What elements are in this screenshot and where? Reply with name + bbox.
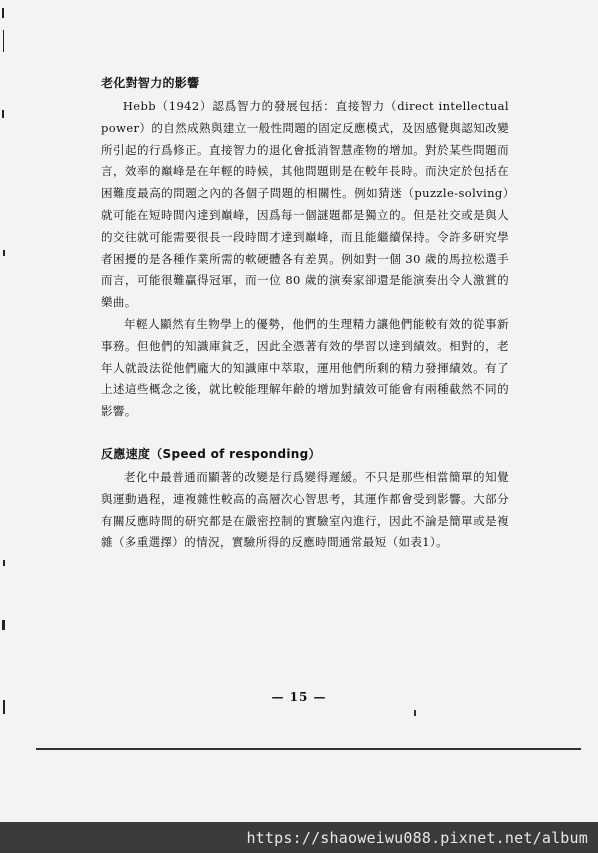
watermark-url: https://shaoweiwu088.pixnet.net/album	[246, 828, 588, 847]
section-heading: 老化對智力的影響	[101, 76, 200, 90]
scan-mark	[2, 620, 5, 630]
scan-mark	[2, 8, 4, 18]
page-number: — 15 —	[271, 690, 327, 704]
scan-mark	[3, 30, 4, 52]
document-body	[101, 74, 509, 554]
watermark-bar	[0, 822, 598, 853]
section-aging-intelligence	[101, 74, 509, 423]
scan-mark	[3, 250, 5, 256]
paragraph: 老化中最普通而顯著的改變是行爲變得遲緩。不只是那些相當簡單的知覺與運動過程，連複雜性較高的高層次心智思考，其運作都會受到影響。大部分有關反應時間的研究都是在嚴密控制的實驗室內進行，因此不論是簡單或是複雜（多重選擇）的情況，實驗所得的反應時間通常最短（如表1）。	[101, 469, 509, 550]
scan-mark	[414, 710, 416, 716]
page-left-edge	[0, 0, 6, 760]
paragraph: Hebb（1942）認爲智力的發展包括：直接智力（direct intellectual power）的自然成熟與建立一般性問題的固定反應模式，及因感覺與認知改變所引起的行爲修正。直接智力的退化會抵消智慧產物的增加。對於某些問題而言，效率的巔峰是在年輕的時候，其他問題則是在較年長時。而決定於包括在困難度最高的問題之內的各個子問題的相關性。例如猜迷（puzzle-solving）就可能在短時間內達到巔峰，因爲每一個謎題都是獨立的。但是社交或是與人的交往就可能需要很長一段時間才達到巔峰，而且能繼續保持。令許多研究學者困擾的是各種作業所需的軟硬體各有差異。例如對一個 30 歲的馬拉松選手而言，可能很難贏得冠軍，而一位 80 歲的演奏家卻還是能演奏出令人激賞的樂曲。	[101, 99, 509, 310]
section-speed-of-responding	[101, 445, 509, 554]
paragraph: 年輕人顯然有生物學上的優勢，他們的生理精力讓他們能較有效的從事新事務。但他們的知識庫貧乏，因此全憑著有效的學習以達到績效。相對的，老年人就設法從他們龐大的知識庫中萃取，運用他們所剩的精力發揮績效。有了上述這些概念之後，就比較能理解年齡的增加對績效可能會有兩種截然不同的影響。	[101, 316, 509, 419]
scan-mark	[3, 560, 5, 566]
scan-mark	[2, 110, 4, 118]
page-bottom-rule	[36, 748, 581, 750]
section-heading: 反應速度（Speed of responding）	[101, 446, 321, 461]
